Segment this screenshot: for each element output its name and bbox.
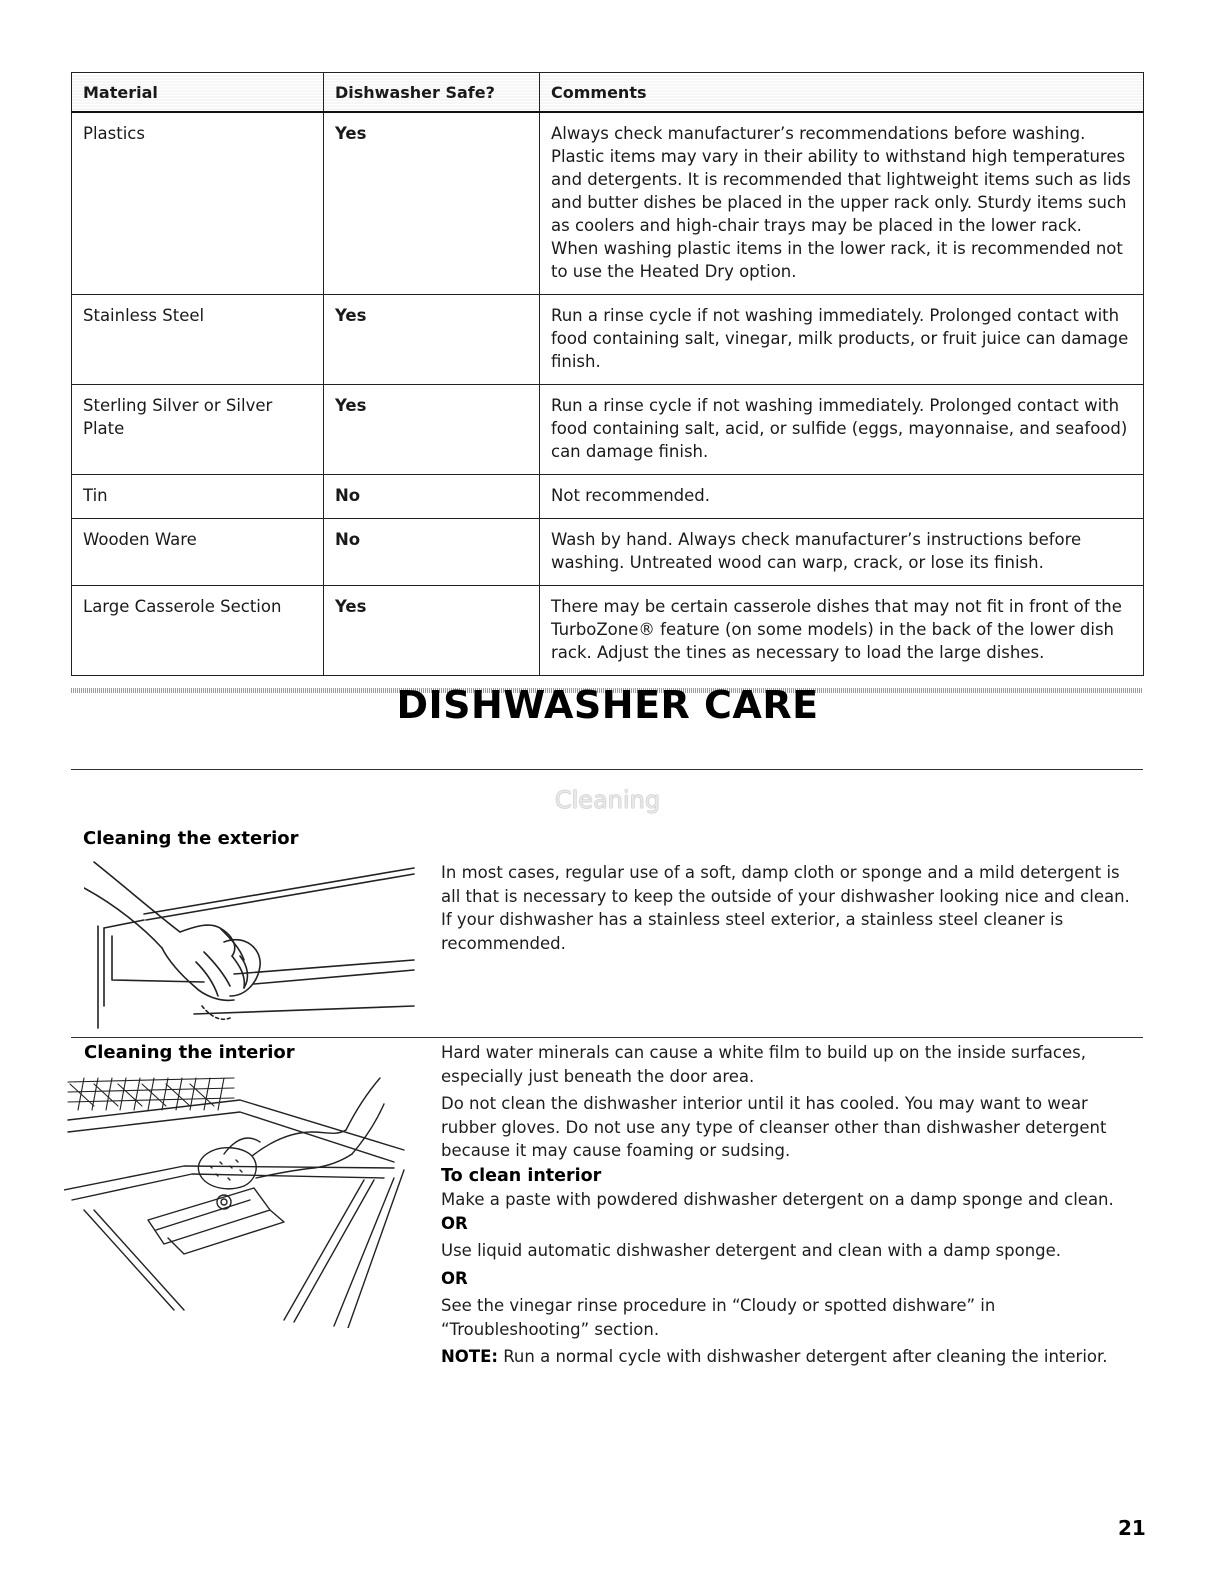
material-cell: Stainless Steel	[72, 295, 324, 385]
material-cell: Large Casserole Section	[72, 586, 324, 676]
table-row	[72, 475, 1144, 519]
comment-cell: There may be certain casserole dishes that may not fit in front of the TurboZone® feature (on some models) in the back of the lower dish rack. Adjust the tines as necessary to load the large dishes.	[540, 586, 1144, 676]
interior-heading: Cleaning the interior	[84, 1042, 295, 1063]
step-vinegar: See the vinegar rinse procedure in “Cloudy or spotted dishware” in “Troubleshooting” section.	[441, 1296, 996, 1339]
materials-table	[71, 72, 1144, 676]
safe-cell: Yes	[324, 295, 540, 385]
section-subtitle: Cleaning	[554, 786, 661, 814]
exterior-heading: Cleaning the exterior	[83, 828, 299, 849]
comment-cell: Always check manufacturer’s recommendations before washing. Plastic items may vary in their ability to withstand high temperatures and detergents. It is recommended that lightweight items such as lids and butter dishes be placed in the upper rack only. Sturdy items such as coolers and high-chair trays may be placed in the lower rack. When washing plastic items in the lower rack, it is recommended not to use the Heated Dry option.	[540, 112, 1144, 295]
header-material: Material	[72, 73, 324, 113]
or-label-1: OR	[441, 1213, 468, 1233]
comment-cell: Run a rinse cycle if not washing immediately. Prolonged contact with food containing salt, acid, or sulfide (eggs, mayonnaise, and seafood) can damage finish.	[540, 385, 1144, 475]
note-text: Run a normal cycle with dishwasher detergent after cleaning the interior.	[497, 1347, 1108, 1366]
safe-cell: No	[324, 475, 540, 519]
hand-wiping-door-illustration	[84, 856, 420, 1030]
title-divider	[71, 769, 1143, 770]
page-title: DISHWASHER CARE	[396, 683, 819, 727]
table-row	[72, 112, 1144, 295]
or-label-2: OR	[441, 1268, 468, 1288]
to-clean-interior-heading: To clean interior	[441, 1165, 602, 1186]
table-row	[72, 385, 1144, 475]
material-cell: Wooden Ware	[72, 519, 324, 586]
table-row	[72, 519, 1144, 586]
header-dishwasher-safe: Dishwasher Safe?	[324, 73, 540, 113]
safe-cell: Yes	[324, 385, 540, 475]
note-label: NOTE:	[441, 1347, 498, 1366]
header-comments: Comments	[540, 73, 1144, 113]
material-cell: Sterling Silver or Silver Plate	[72, 385, 324, 475]
comment-cell: Run a rinse cycle if not washing immediately. Prolonged contact with food containing salt, vinegar, milk products, or fruit juice can damage finish.	[540, 295, 1144, 385]
comment-cell: Not recommended.	[540, 475, 1144, 519]
table-row	[72, 295, 1144, 385]
note	[441, 1345, 1141, 1369]
step-liquid: Use liquid automatic dishwasher detergent and clean with a damp sponge.	[441, 1241, 1062, 1260]
comment-cell: Wash by hand. Always check manufacturer’s instructions before washing. Untreated wood can warp, crack, or lose its finish.	[540, 519, 1144, 586]
interior-caution: Do not clean the dishwasher interior until it has cooled. You may want to wear rubber gloves. Do not use any type of cleanser other than dishwasher detergent because it may cause foaming or sudsing.	[441, 1094, 1107, 1160]
sponge-cleaning-interior-illustration	[64, 1070, 424, 1328]
section-divider	[71, 1037, 1143, 1038]
safe-cell: Yes	[324, 112, 540, 295]
safe-cell: No	[324, 519, 540, 586]
interior-text-block	[441, 1041, 1141, 1369]
material-cell: Tin	[72, 475, 324, 519]
exterior-text: In most cases, regular use of a soft, damp cloth or sponge and a mild detergent is all that is necessary to keep the outside of your dishwasher looking nice and clean. If your dishwasher has a stainless steel exterior, a stainless steel cleaner is recommended.	[441, 863, 1130, 953]
table-header-row	[72, 73, 1144, 113]
material-cell: Plastics	[72, 112, 324, 295]
interior-intro: Hard water minerals can cause a white film to build up on the inside surfaces, especially just beneath the door area.	[441, 1043, 1086, 1086]
page-number: 21	[1118, 1516, 1146, 1540]
table-row	[72, 586, 1144, 676]
safe-cell: Yes	[324, 586, 540, 676]
step-paste: Make a paste with powdered dishwasher detergent on a damp sponge and clean.	[441, 1190, 1114, 1209]
